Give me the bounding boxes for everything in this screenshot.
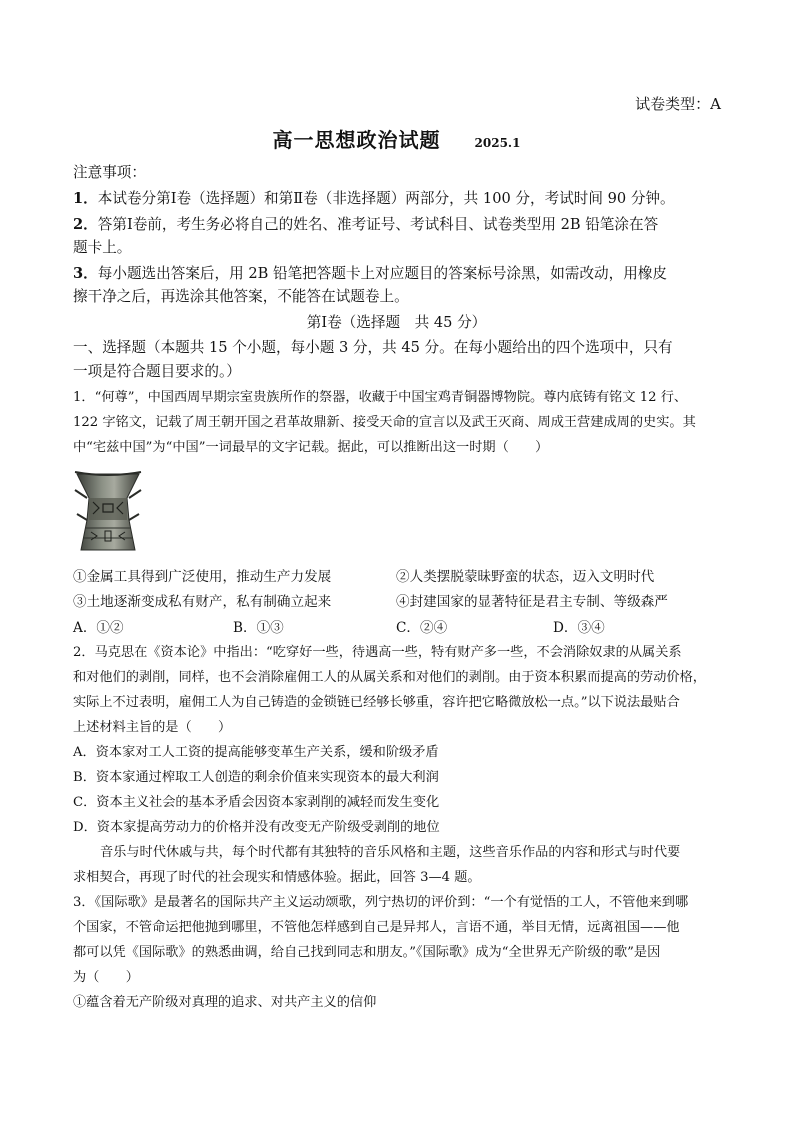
- q3-stem: 3．《国际歌》是最著名的国际共产主义运动颂歌，列宁热切的评价到：“一个有觉悟的工人，不管他来到哪: [73, 895, 689, 910]
- notice-item-1: [73, 187, 675, 208]
- q2-stem-cont: 和对他们的剥削，同样，也不会消除雇佣工人的从属关系和对他们的剥削。由于资本积累而提高的劳动价格，: [73, 670, 706, 685]
- notice-num: 1．: [73, 190, 98, 207]
- title-text: 高一思想政治试题: [272, 128, 441, 152]
- section-intro: 一、选择题（本题共 15 个小题，每小题 3 分，共 45 分。在每小题给出的四个选项中，只有: [73, 339, 673, 356]
- notice-item-3: [73, 262, 667, 283]
- q2-stem: 2．马克思在《资本论》中指出：“吃穿好一些，待遇高一些，特有财产多一些，不会消除奴隶的从属关系: [73, 645, 682, 660]
- notice-num: 3．: [73, 265, 98, 282]
- q2-option-a: A．资本家对工人工资的提高能够变革生产关系，缓和阶级矛盾: [73, 745, 439, 760]
- notice-text: 每小题选出答案后，用 2B 铅笔把答题卡上对应题目的答案标号涂黑，如需改动，用橡皮: [97, 265, 668, 282]
- notice-heading: 注意事项：: [73, 164, 146, 181]
- page-title: [0, 124, 793, 153]
- q1-stem: 1．“何尊”，中国西周早期宗室贵族所作的祭器，收藏于中国宝鸡青铜器博物院。尊内底铸有铭文 12 行、: [73, 390, 688, 405]
- notice-item-2: [73, 213, 658, 234]
- q3-stem-cont: 都可以凭《国际歌》的熟悉曲调，给自己找到同志和朋友。”《国际歌》成为“全世界无产阶级的歌”是因: [73, 945, 661, 960]
- q2-option-b: B．资本家通过榨取工人创造的剩余价值来实现资本的最大利润: [73, 770, 439, 785]
- q1-option-a: A．①②: [73, 620, 124, 636]
- notice-item-2-cont: 题卡上。: [73, 239, 132, 256]
- q2-option-d: D．资本家提高劳动力的价格并没有改变无产阶级受剥削的地位: [73, 820, 440, 835]
- notice-item-3-cont: 擦干净之后，再选涂其他答案，不能答在试题卷上。: [73, 288, 409, 305]
- material-text: 音乐与时代休戚与共，每个时代都有其独特的音乐风格和主题，这些音乐作品的内容和形式与时代要: [100, 845, 681, 860]
- material-text-cont: 求相契合，再现了时代的社会现实和情感体验。据此，回答 3—4 题。: [73, 870, 481, 885]
- q1-statement-3: ③土地逐渐变成私有财产，私有制确立起来: [73, 594, 332, 610]
- bronze-vessel-image: [73, 468, 143, 554]
- q1-option-d: D．③④: [553, 620, 605, 636]
- q1-option-b: B．①③: [233, 620, 284, 636]
- notice-text: 答第Ⅰ卷前，考生务必将自己的姓名、准考证号、考试科目、试卷类型用 2B 铅笔涂在答: [97, 216, 659, 233]
- section-title: 第Ⅰ卷（选择题 共 45 分）: [306, 314, 487, 331]
- q2-option-c: C．资本主义社会的基本矛盾会因资本家剥削的减轻而发生变化: [73, 795, 440, 810]
- q1-stem-cont: 122 字铭文，记载了周王朝开国之君革故鼎新、接受天命的宣言以及武王灭商、周成王营建成周的史实。其: [73, 415, 696, 430]
- q1-statement-2: ②人类摆脱蒙昧野蛮的状态，迈入文明时代: [396, 569, 655, 585]
- q1-statement-1: ①金属工具得到广泛使用，推动生产力发展: [73, 569, 332, 585]
- q1-option-c: C．②④: [396, 620, 448, 636]
- notice-num: 2．: [73, 216, 98, 233]
- q1-stem-cont: 中“宅兹中国”为“中国”一词最早的文字记载。据此，可以推断出这一时期（ ）: [73, 440, 549, 455]
- q3-statement-1: ①蕴含着无产阶级对真理的追求、对共产主义的信仰: [73, 995, 377, 1010]
- q3-stem-cont: 个国家，不管命运把他抛到哪里，不管他怎样感到自己是异邦人，言语不通，举目无情，远离祖国——他: [73, 920, 680, 935]
- q1-statement-4: ④封建国家的显著特征是君主专制、等级森严: [396, 594, 668, 610]
- q2-stem-cont: 上述材料主旨的是（ ）: [73, 720, 232, 735]
- notice-text: 本试卷分第Ⅰ卷（选择题）和第Ⅱ卷（非选择题）两部分，共 100 分，考试时间 90 分钟。: [97, 190, 675, 207]
- exam-type-label: 试卷类型：A: [635, 95, 721, 113]
- exam-date: 2025.1: [474, 136, 521, 150]
- q3-stem-cont: 为（ ）: [73, 970, 139, 985]
- q2-stem-cont: 实际上不过表明，雇佣工人为自己铸造的金锁链已经够长够重，容许把它略微放松一点。”以下说法最贴合: [73, 695, 680, 710]
- section-intro-cont: 一项是符合题目要求的。）: [73, 363, 241, 380]
